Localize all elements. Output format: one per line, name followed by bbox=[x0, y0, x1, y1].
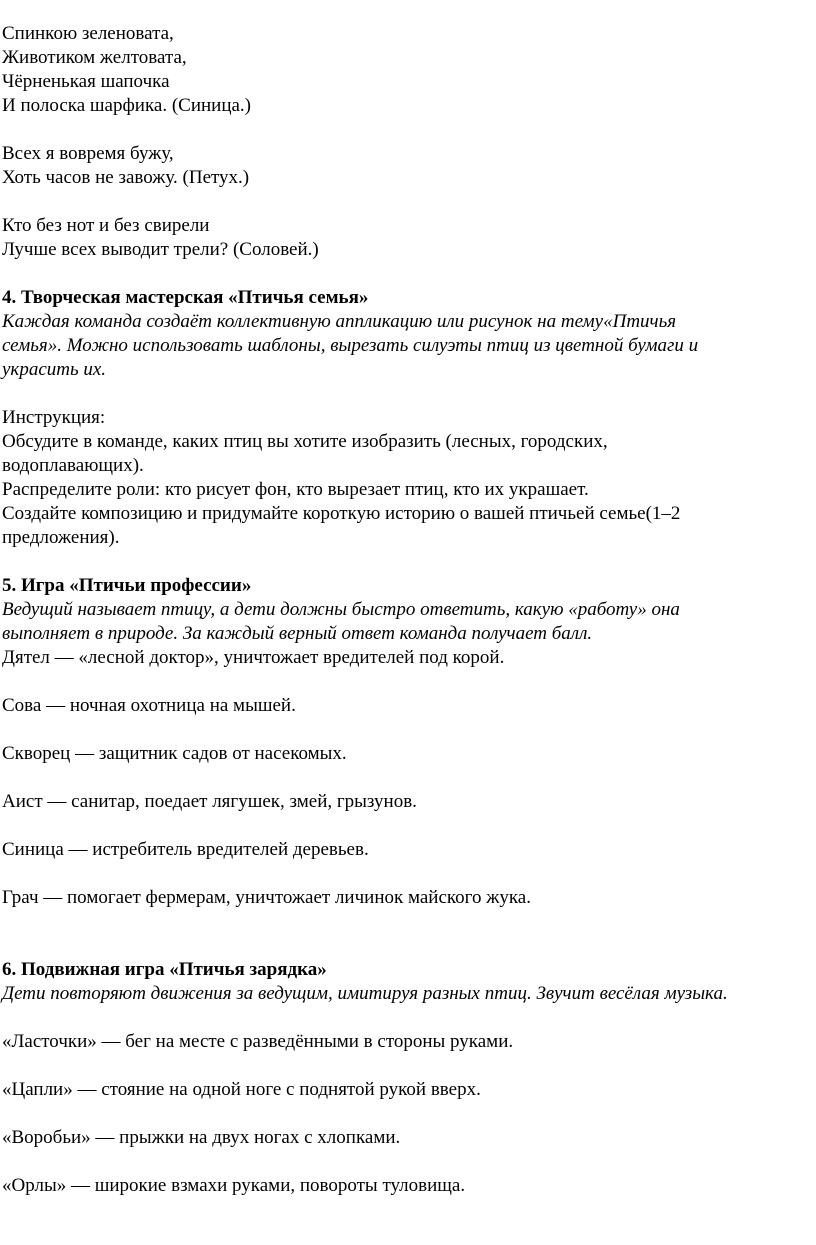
list-item: Дятел — «лесной доктор», уничтожает вредителей под корой. bbox=[2, 647, 505, 668]
instruction-line: водоплавающих). bbox=[2, 455, 144, 476]
riddle-line: И полоска шарфика. (Синица.) bbox=[2, 95, 252, 116]
list-item: Скворец — защитник садов от насекомых. bbox=[2, 743, 347, 764]
instruction-line: предложения). bbox=[2, 527, 120, 548]
section-creative-workshop bbox=[2, 286, 802, 550]
riddle-block bbox=[2, 22, 802, 118]
section-heading: 5. Игра «Птичьи профессии» bbox=[2, 575, 252, 596]
spacer bbox=[2, 934, 802, 958]
riddle-line: Всех я вовремя бужу, bbox=[2, 143, 174, 164]
list-item: Сова — ночная охотница на мышей. bbox=[2, 695, 296, 716]
instructions-label: Инструкция: bbox=[2, 407, 106, 428]
spacer bbox=[2, 190, 802, 214]
spacer bbox=[2, 910, 802, 934]
section-bird-exercise bbox=[2, 958, 802, 1198]
section-intro-line: Ведущий называет птицу, а дети должны быстро ответить, какую «работу» она bbox=[2, 599, 680, 620]
section-intro-line: Дети повторяют движения за ведущим, имитируя разных птиц. Звучит весёлая музыка. bbox=[2, 983, 728, 1004]
spacer bbox=[2, 382, 802, 406]
riddle-line: Кто без нот и без свирели bbox=[2, 215, 210, 236]
riddle-line: Хоть часов не завожу. (Петух.) bbox=[2, 167, 250, 188]
instruction-line: Распределите роли: кто рисует фон, кто вырезает птиц, кто их украшает. bbox=[2, 479, 589, 500]
section-heading: 6. Подвижная игра «Птичья зарядка» bbox=[2, 959, 327, 980]
riddle-line: Чёрненькая шапочка bbox=[2, 71, 170, 92]
spacer bbox=[2, 118, 802, 142]
instruction-line: Обсудите в команде, каких птиц вы хотите изобразить (лесных, городских, bbox=[2, 431, 608, 452]
riddle-line: Животиком желтовата, bbox=[2, 47, 187, 68]
section-bird-professions bbox=[2, 574, 802, 910]
list-item: «Воробьи» — прыжки на двух ногах с хлопками. bbox=[2, 1127, 401, 1148]
list-item: Аист — санитар, поедает лягушек, змей, грызунов. bbox=[2, 791, 417, 812]
riddle-line: Спинкою зеленовата, bbox=[2, 23, 174, 44]
riddle-block bbox=[2, 214, 802, 262]
spacer bbox=[2, 262, 802, 286]
section-intro-line: выполняет в природе. За каждый верный ответ команда получает балл. bbox=[2, 623, 593, 644]
riddle-block bbox=[2, 142, 802, 190]
instruction-line: Создайте композицию и придумайте короткую историю о вашей птичьей семье(1–2 bbox=[2, 503, 681, 524]
section-intro-line: Каждая команда создаёт коллективную аппликацию или рисунок на тему«Птичья bbox=[2, 311, 677, 332]
document-page bbox=[2, 22, 802, 1198]
list-item: Синица — истребитель вредителей деревьев. bbox=[2, 839, 369, 860]
section-heading: 4. Творческая мастерская «Птичья семья» bbox=[2, 287, 369, 308]
spacer bbox=[2, 550, 802, 574]
riddle-line: Лучше всех выводит трели? (Соловей.) bbox=[2, 239, 319, 260]
list-item: «Ласточки» — бег на месте с разведёнными в стороны руками. bbox=[2, 1031, 514, 1052]
section-intro-line: украсить их. bbox=[2, 359, 107, 380]
list-item: «Цапли» — стояние на одной ноге с поднятой рукой вверх. bbox=[2, 1079, 481, 1100]
list-item: «Орлы» — широкие взмахи руками, повороты туловища. bbox=[2, 1175, 466, 1196]
section-intro-line: семья». Можно использовать шаблоны, вырезать силуэты птиц из цветной бумаги и bbox=[2, 335, 699, 356]
list-item: Грач — помогает фермерам, уничтожает личинок майского жука. bbox=[2, 887, 531, 908]
